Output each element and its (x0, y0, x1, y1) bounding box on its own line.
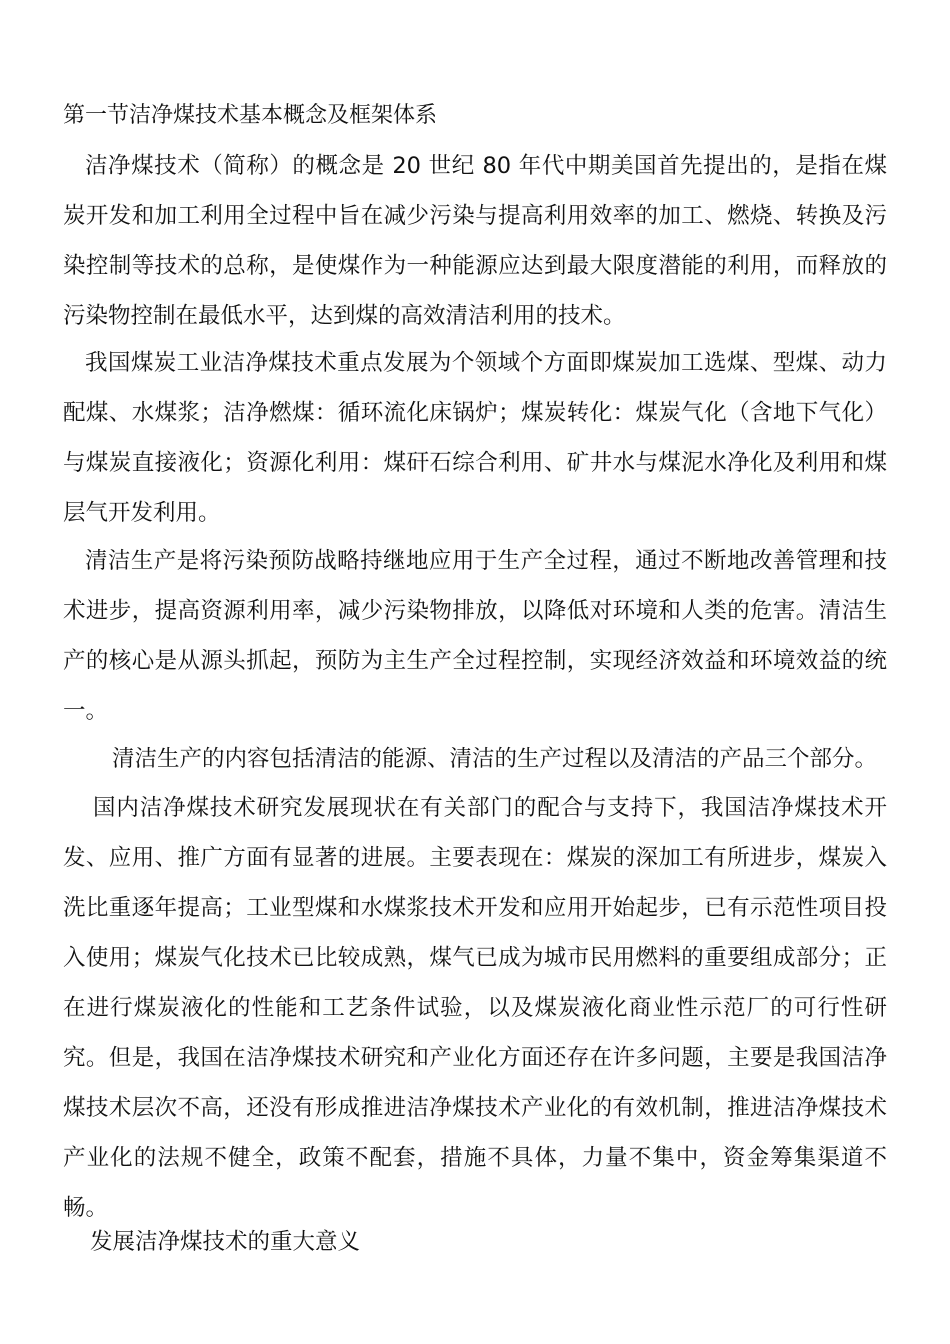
paragraph-coal-industry-focus: 我国煤炭工业洁净煤技术重点发展为个领域个方面即煤炭加工选煤、型煤、动力配煤、水煤浆；洁净燃煤：循环流化床锅炉；煤炭转化：煤炭气化（含地下气化）与煤炭直接液化；资源化利用：煤矸石综合利用、矿井水与煤泥水净化及利用和煤层气开发利用。 (63, 350, 887, 526)
section-title: 第一节洁净煤技术基本概念及框架体系 (63, 103, 438, 128)
subheading-significance: 发展洁净煤技术的重大意义 (90, 1229, 361, 1255)
paragraph-cleaner-production: 清洁生产是将污染预防战略持继地应用于生产全过程，通过不断地改善管理和技术进步，提高资源利用率，减少污染物排放，以降低对环境和人类的危害。清洁生产的核心是从源头抓起，预防为主生产全过程控制，实现经济效益和环境效益的统一。 (63, 548, 887, 724)
paragraph-domestic-status: 国内洁净煤技术研究发展现状在有关部门的配合与支持下，我国洁净煤技术开发、应用、推广方面有显著的进展。主要表现在：煤炭的深加工有所进步，煤炭入洗比重逐年提高；工业型煤和水煤浆技术开发和应用开始起步，已有示范性项目投入使用；煤炭气化技术已比较成熟，煤气已成为城市民用燃料的重要组成部分；正在进行煤炭液化的性能和工艺条件试验，以及煤炭液化商业性示范厂的可行性研究。但是，我国在洁净煤技术研究和产业化方面还存在许多问题，主要是我国洁净煤技术层次不高，还没有形成推进洁净煤技术产业化的有效机制，推进洁净煤技术产业化的法规不健全，政策不配套，措施不具体，力量不集中，资金筹集渠道不畅。 (63, 795, 887, 1221)
paragraph-clean-coal-concept: 洁净煤技术（简称）的概念是 20 世纪 80 年代中期美国首先提出的，是指在煤炭开发和加工利用全过程中旨在减少污染与提高利用效率的加工、燃烧、转换及污染控制等技术的总称，是使煤作为一种能源应达到最大限度潜能的利用，而释放的污染物控制在最低水平，达到煤的高效清洁利用的技术。 (63, 153, 887, 329)
paragraph-cleaner-production-content: 清洁生产的内容包括清洁的能源、清洁的生产过程以及清洁的产品三个部分。 (112, 746, 878, 772)
